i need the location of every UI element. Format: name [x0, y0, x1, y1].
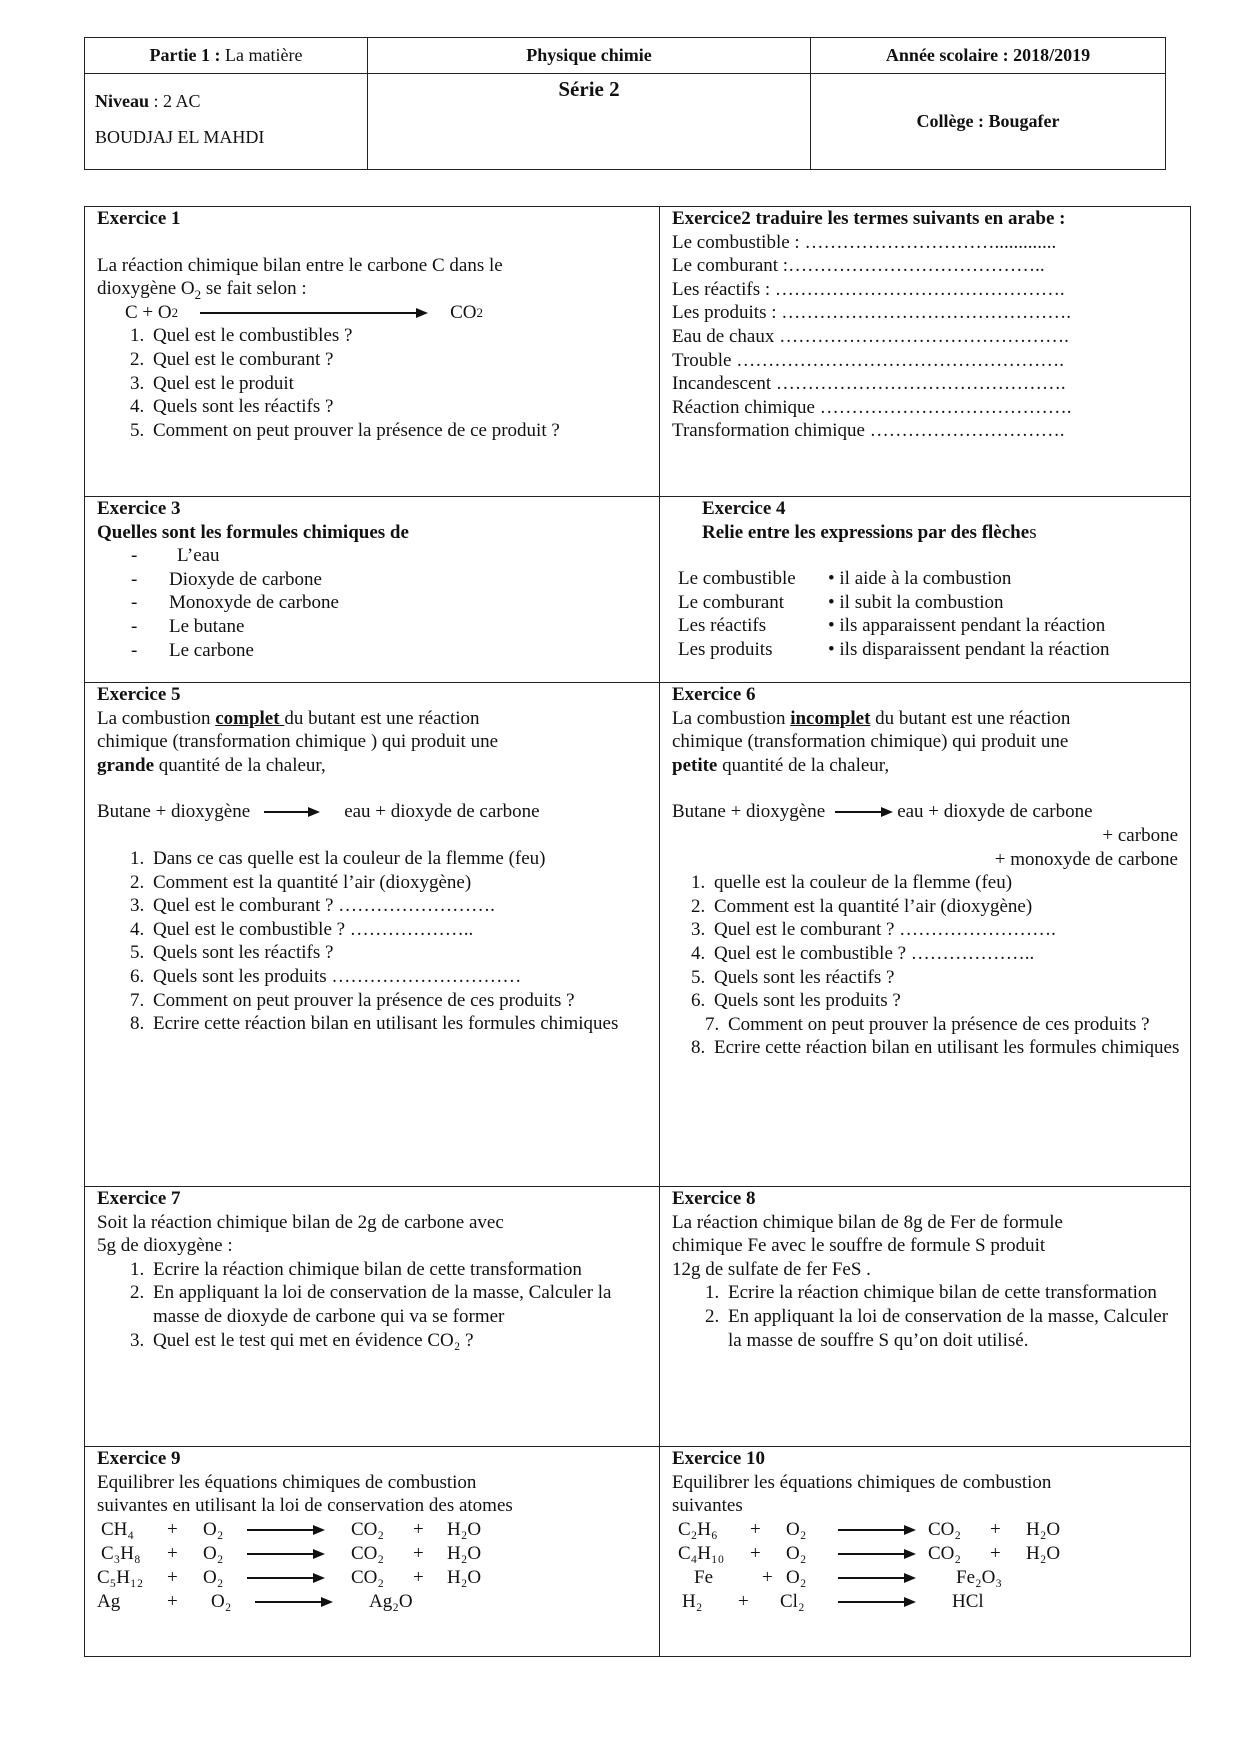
exercise-1: Exercice 1 La réaction chimique bilan entre le carbone C dans le dioxygène $O_2$ se fait selon : C + O 2 CO 2 1. Quel est le combustibles ? 2. Quel est le comburant ? 3. Quel est le produit 4. Quels sont les réactifs ? 5. Comment on peut prouver la présence de ce produit ? — [85, 207, 660, 497]
arrow-icon — [253, 1596, 335, 1608]
ex4-row: Les réactifs • ils apparaissent pendant la réaction — [678, 615, 1106, 637]
arrow-icon — [836, 1572, 918, 1584]
teacher-name: BOUDJAJ EL MAHDI — [95, 126, 265, 147]
exercise-6: Exercice 6 La combustion incomplet du butant est une réaction chimique (transformation chimique) qui produit une petite quantité de la chaleur, Butane + dioxygène eau + dioxyde de carbone + carbone + monoxyde de carbone 1. quelle est la couleur de la flemme (feu) 2. Comment est la quantité l’air (dioxygène) 3. Quel est le comburant ? ……………………. 4. Quel est le combustible ? ……………….. 5. Quels sont les réactifs ? 6. Quels sont les produits ? 7. Comment on peut prouver la présence de ces produits ? 8. Ecrire cette réaction bilan en utilisant les formules chimiques — [660, 683, 1191, 1187]
serie-title: Série 2 — [368, 74, 811, 170]
ex10-equations: C₂H₆ + O₂ CO₂ + H₂O C₄H₁₀ + O₂ CO₂ + H₂O Fe + O₂ Fe₂O₃ H₂ + Cl₂ HCl — [678, 1518, 1061, 1612]
ex7-title: Exercice 7 — [97, 1188, 181, 1209]
ex5-title: Exercice 5 — [97, 684, 181, 705]
header-level: Niveau : 2 AC BOUDJAJ EL MAHDI — [85, 74, 368, 170]
exercise-7: Exercice 7 Soit la réaction chimique bilan de 2g de carbone avec 5g de dioxygène : 1. Ecrire la réaction chimique bilan de cette transformation 2. En appliquant la loi de conservation de la masse, Calculer la masse de dioxyde de carbone qui va se former 3. Quel est le test qui met en évidence CO₂ ? — [85, 1187, 660, 1447]
ex4-title: Exercice 4 — [702, 498, 786, 519]
ex4-row: Le combustible • il aide à la combustion — [678, 568, 1012, 590]
ex2-title: Exercice2 traduire les termes suivants en arabe : — [672, 208, 1066, 229]
arrow-icon — [245, 1548, 327, 1560]
arrow-icon — [833, 806, 895, 818]
exercise-3: Exercice 3 Quelles sont les formules chimiques de - L’eau - Dioxyde de carbone - Monoxyde de carbone - Le butane - Le carbone — [85, 497, 660, 683]
header-year: Année scolaire : 2018/2019 — [811, 38, 1166, 74]
arrow-icon — [836, 1524, 918, 1536]
exercise-2: Exercice2 traduire les termes suivants en arabe : Le combustible : …………………………............. Le comburant :………………………………….. Les réactifs : ………………………………………. Les produits : ………………………………………. Eau de chaux ………………………………………. Trouble ……………………………………………. Incandescent ………………………………………. Réaction chimique …………………………………. Transformation chimique …………………………. — [660, 207, 1191, 497]
arrow-icon — [262, 806, 322, 818]
exercise-9: Exercice 9 Equilibrer les équations chimiques de combustion suivantes en utilisant la loi de conservation des atomes CH₄ + O₂ CO₂ + H₂O C₃H₈ + O₂ CO₂ + H₂O C₅H₁₂ + O₂ CO₂ + H₂O Ag + O₂ Ag₂O — [85, 1447, 660, 1657]
arrow-icon — [836, 1596, 918, 1608]
arrow-icon — [245, 1572, 327, 1584]
ex5-questions: 1. Dans ce cas quelle est la couleur de la flemme (feu) 2. Comment est la quantité l’air (dioxygène) 3. Quel est le comburant ? ……………………. 4. Quel est le combustible ? ……………….. 5. Quels sont les réactifs ? 6. Quels sont les produits ………………………… 7. Comment on peut prouver la présence de ces produits ? 8. Ecrire cette réaction bilan en utilisant les formules chimiques — [97, 847, 649, 1036]
ex8-questions: 1. Ecrire la réaction chimique bilan de cette transformation 2. En appliquant la loi de conservation de la masse, Calculer la masse de souffre S qu’on doit utilisé. — [672, 1281, 1180, 1352]
exercises-table — [84, 206, 1191, 1657]
header-subject: Physique chimie — [368, 38, 811, 74]
ex1-equation: C + O 2 CO 2 — [125, 301, 484, 323]
ex4-row: Les produits • ils disparaissent pendant la réaction — [678, 638, 1110, 660]
ex4-row: Le comburant • il subit la combustion — [678, 591, 1004, 613]
ex6-title: Exercice 6 — [672, 684, 756, 705]
ex8-title: Exercice 8 — [672, 1188, 756, 1209]
ex9-title: Exercice 9 — [97, 1448, 181, 1469]
ex3-list: - L’eau - Dioxyde de carbone - Monoxyde de carbone - Le butane - Le carbone — [97, 544, 649, 662]
ex5-equation: Butane + dioxygène eau + dioxyde de carbone — [97, 801, 540, 823]
ex9-equations: CH₄ + O₂ CO₂ + H₂O C₃H₈ + O₂ CO₂ + H₂O C₅H₁₂ + O₂ CO₂ + H₂O Ag + O₂ Ag₂O — [97, 1518, 482, 1612]
ex3-title: Exercice 3 — [97, 498, 181, 519]
college-name: Collège : Bougafer — [811, 74, 1166, 170]
exercise-4: Exercice 4 Relie entre les expressions par des flèches Le combustible • il aide à la combustion Le comburant • il subit la combustion Les réactifs • ils apparaissent pendant la réaction Les produits • ils disparaissent pendant la réaction — [660, 497, 1191, 683]
ex7-questions: 1. Ecrire la réaction chimique bilan de cette transformation 2. En appliquant la loi de conservation de la masse, Calculer la masse de dioxyde de carbone qui va se former 3. Quel est le test qui met en évidence CO₂ ? — [97, 1258, 649, 1352]
ex6-questions: 1. quelle est la couleur de la flemme (feu) 2. Comment est la quantité l’air (dioxygène) 3. Quel est le comburant ? ……………………. 4. Quel est le combustible ? ……………….. 5. Quels sont les réactifs ? 6. Quels sont les produits ? 7. Comment on peut prouver la présence de ces produits ? 8. Ecrire cette réaction bilan en utilisant les formules chimiques — [672, 871, 1180, 1060]
header-table — [84, 37, 1166, 170]
ex6-equation: Butane + dioxygène eau + dioxyde de carbone — [672, 801, 1093, 823]
ex1-questions: 1. Quel est le combustibles ? 2. Quel est le comburant ? 3. Quel est le produit 4. Quels sont les réactifs ? 5. Comment on peut prouver la présence de ce produit ? — [97, 324, 649, 442]
header-partie: Partie 1 : La matière — [85, 38, 368, 74]
exercise-8: Exercice 8 La réaction chimique bilan de 8g de Fer de formule chimique Fe avec le souffre de formule S produit 12g de sulfate de fer FeS . 1. Ecrire la réaction chimique bilan de cette transformation 2. En appliquant la loi de conservation de la masse, Calculer la masse de souffre S qu’on doit utilisé. — [660, 1187, 1191, 1447]
exercise-10: Exercice 10 Equilibrer les équations chimiques de combustion suivantes C₂H₆ + O₂ CO₂ + H₂O C₄H₁₀ + O₂ CO₂ + H₂O Fe + O₂ Fe₂O₃ H₂ + Cl₂ HCl — [660, 1447, 1191, 1657]
arrow-icon — [245, 1524, 327, 1536]
ex1-title: Exercice 1 — [97, 208, 181, 229]
arrow-icon — [836, 1548, 918, 1560]
exercise-5: Exercice 5 La combustion complet du butant est une réaction chimique (transformation chimique ) qui produit une grande quantité de la chaleur, Butane + dioxygène eau + dioxyde de carbone 1. Dans ce cas quelle est la couleur de la flemme (feu) 2. Comment est la quantité l’air (dioxygène) 3. Quel est le comburant ? ……………………. 4. Quel est le combustible ? ……………….. 5. Quels sont les réactifs ? 6. Quels sont les produits ………………………… 7. Comment on peut prouver la présence de ces produits ? 8. Ecrire cette réaction bilan en utilisant les formules chimiques — [85, 683, 660, 1187]
arrow-icon — [198, 307, 430, 319]
ex10-title: Exercice 10 — [672, 1448, 766, 1469]
